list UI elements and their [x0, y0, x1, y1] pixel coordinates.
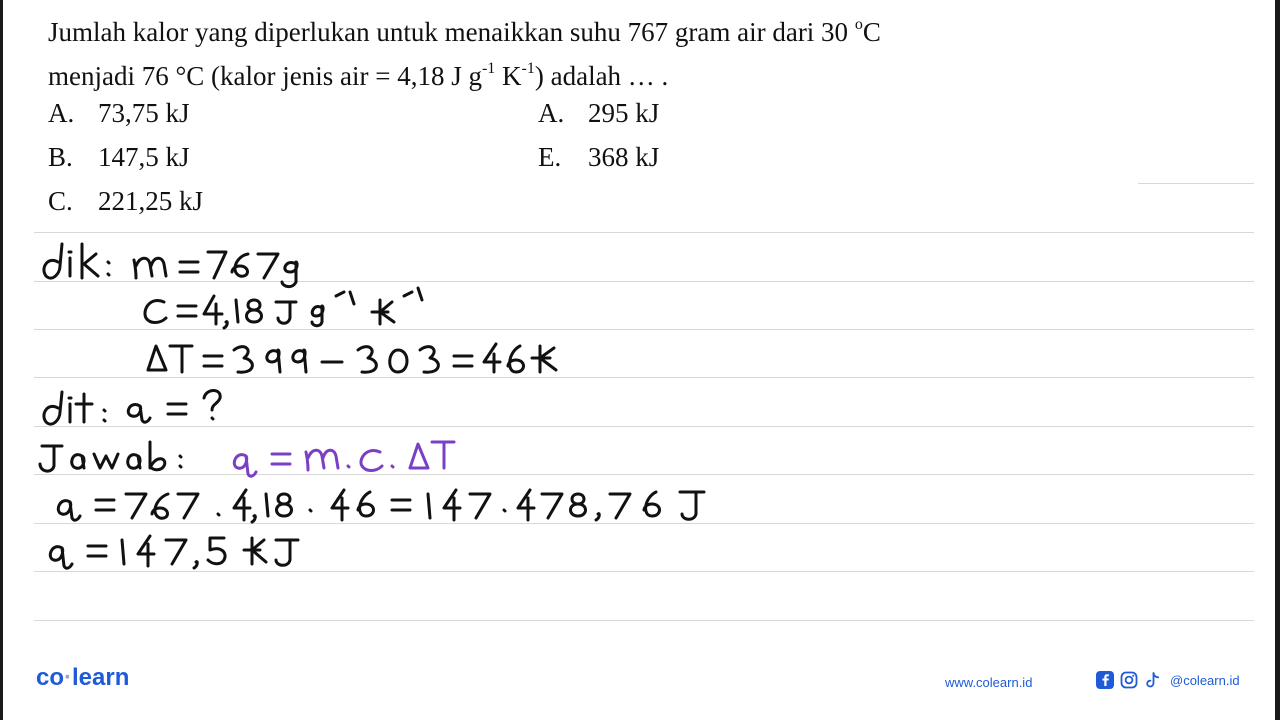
website-url[interactable]: www.colearn.id	[945, 675, 1033, 690]
option-c: C. 221,25 kJ	[48, 186, 204, 216]
social-handle[interactable]: @colearn.id	[1170, 672, 1240, 688]
facebook-icon[interactable]	[1096, 671, 1114, 689]
hw-line-2	[145, 288, 422, 328]
instagram-icon[interactable]	[1120, 671, 1138, 689]
brand-logo: co·learn	[36, 664, 130, 691]
tiktok-icon[interactable]	[1144, 671, 1162, 689]
hw-line-1	[44, 244, 297, 287]
hw-line-5-formula	[234, 442, 454, 476]
hw-line-7	[50, 536, 298, 568]
hw-line-4	[44, 391, 220, 425]
option-a: A. 73,75 kJ	[48, 98, 190, 128]
question-line-2: menjadi 76 °C (kalor jenis air = 4,18 J $g^{-1}$ $K^{-1}$) adalah … .	[48, 60, 669, 91]
hw-line-5	[40, 442, 181, 471]
question-line-1: Jumlah kalor yang diperlukan untuk menaikkan suhu 767 gram air dari 30 $^o$C	[48, 16, 881, 47]
social-links	[1096, 671, 1240, 689]
option-d: A. 295 kJ	[538, 98, 660, 128]
option-b: B. 147,5 kJ	[48, 142, 190, 172]
hw-line-6	[58, 490, 704, 522]
hw-line-3	[148, 344, 556, 372]
option-e: E. 368 kJ	[538, 142, 660, 172]
